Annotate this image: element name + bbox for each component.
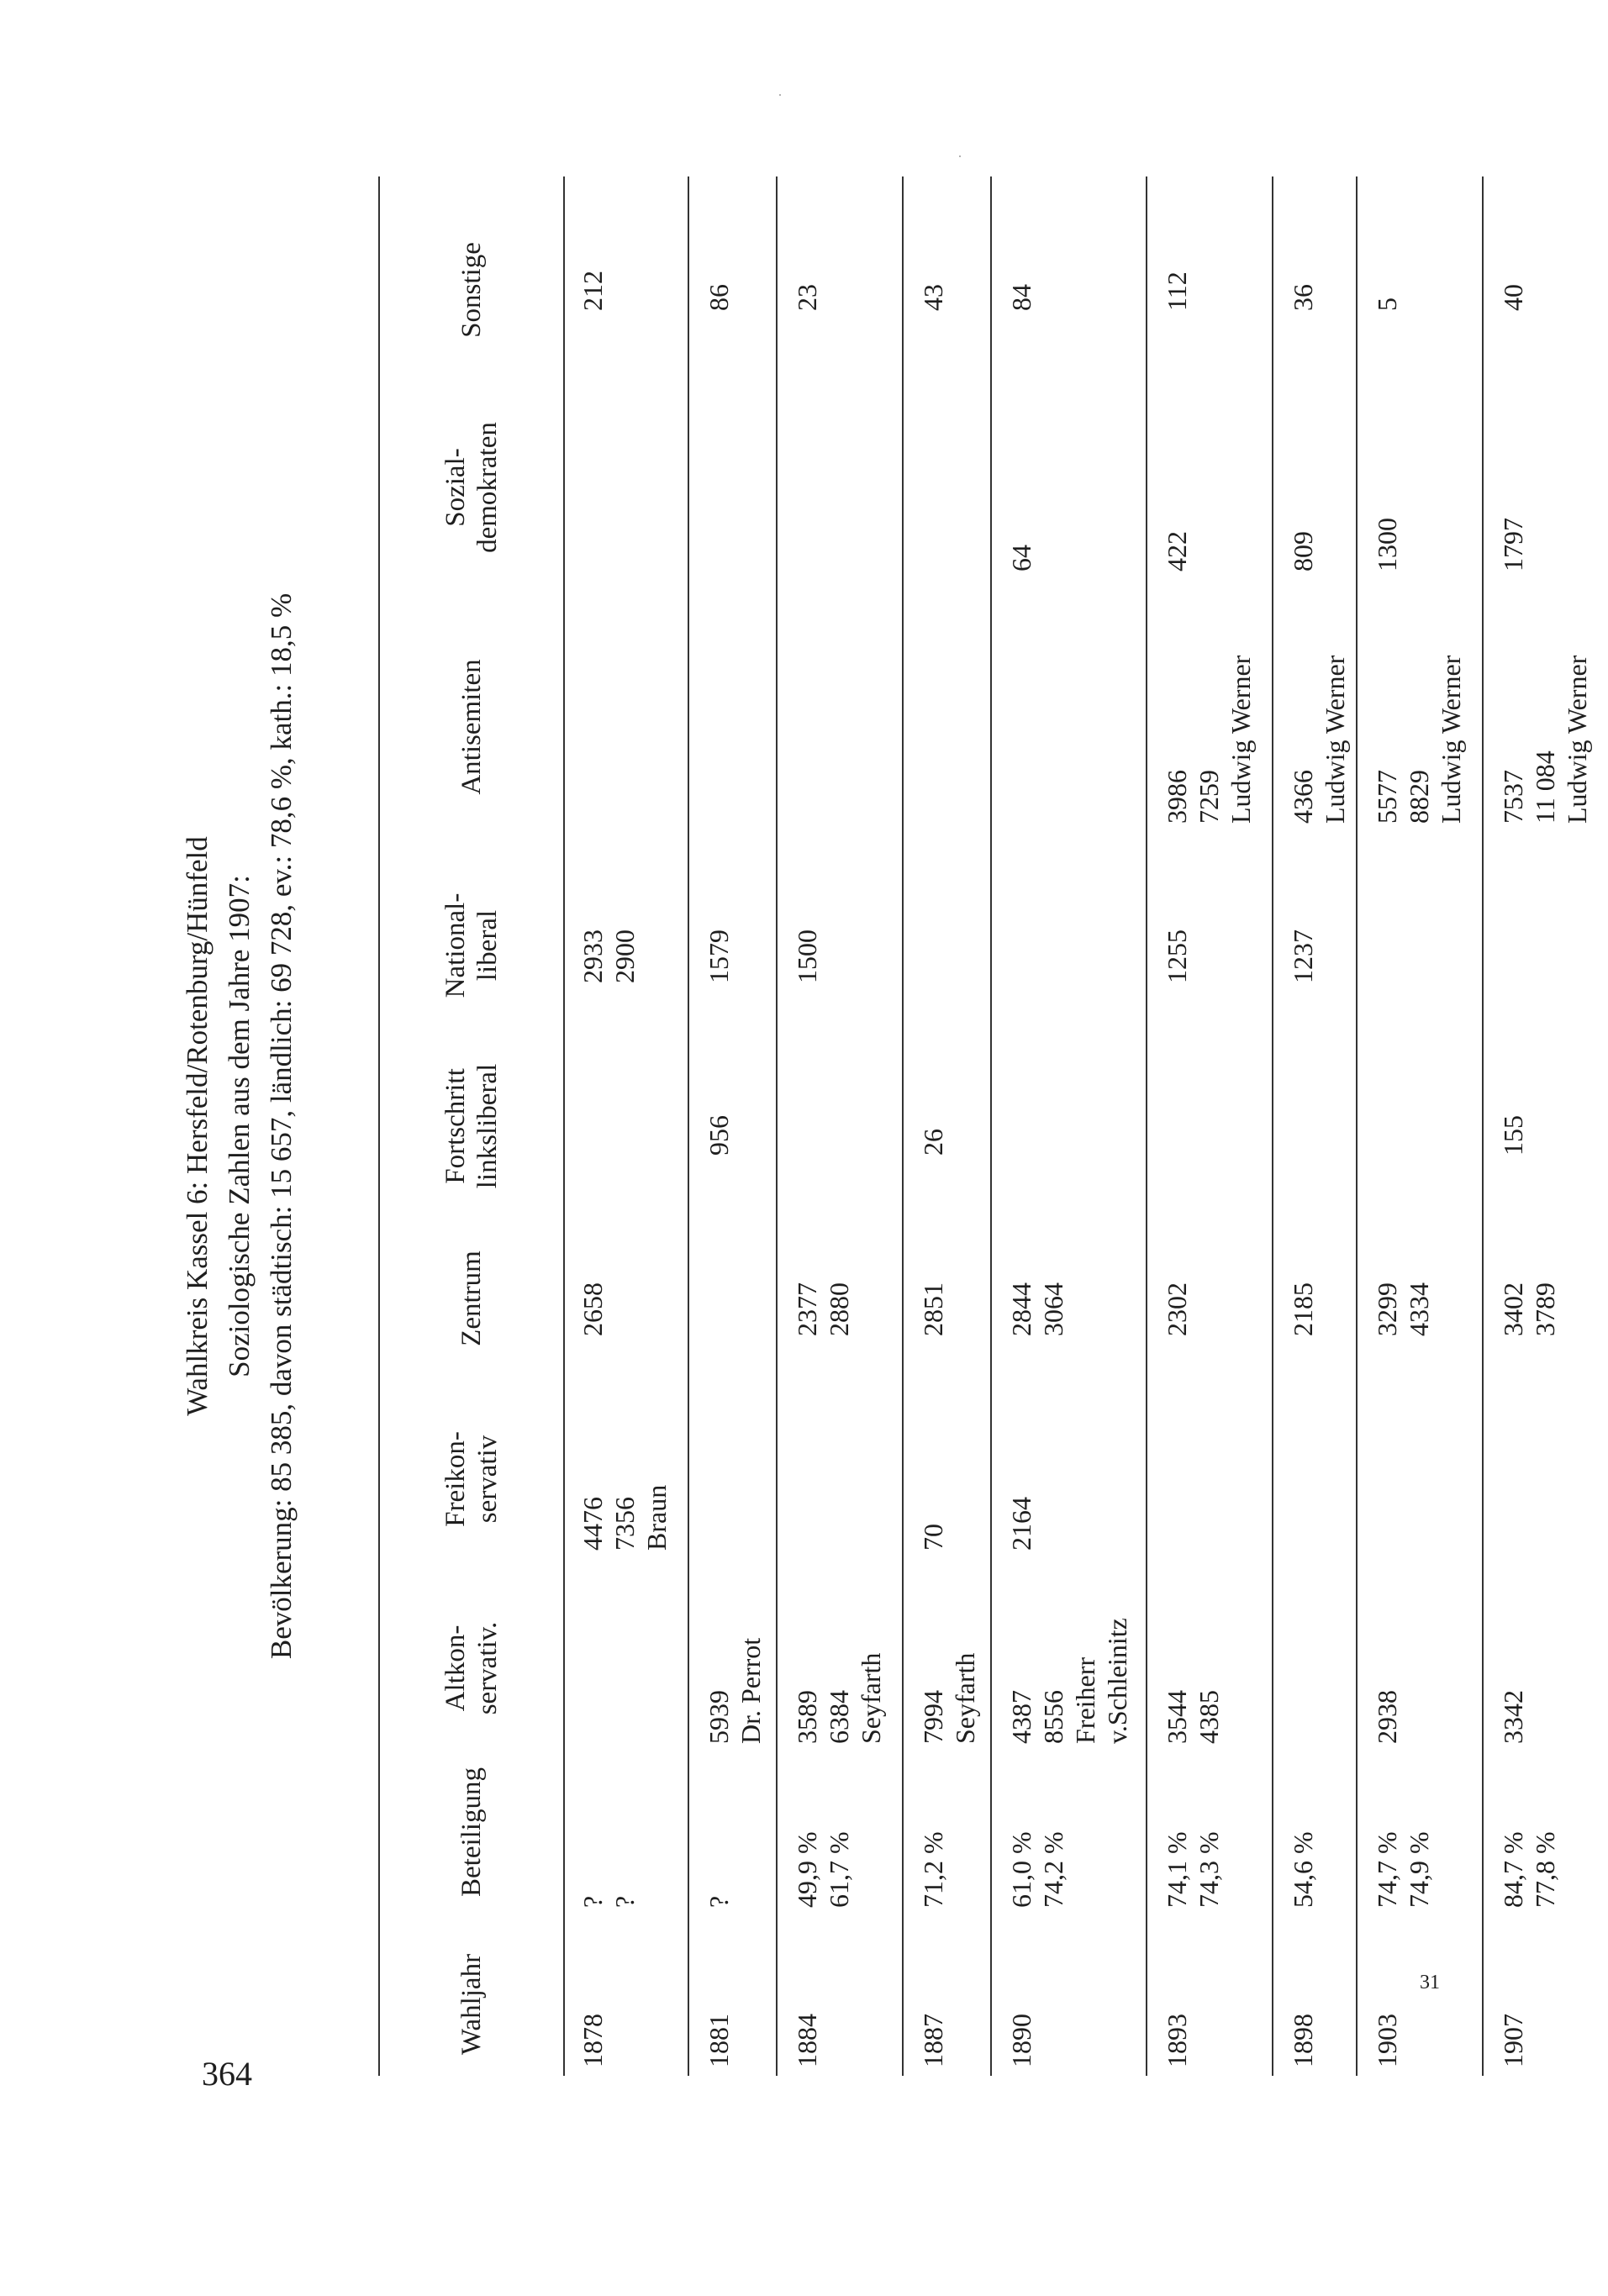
cell-antisemiten: 3986 7259 Ludwig Werner <box>1162 655 1256 824</box>
cell-nationalliberal: 1500 <box>792 929 822 983</box>
cell-freikonservativ: 2164 <box>1006 1497 1036 1551</box>
caption-title: Wahlkreis Kassel 6: Hersfeld/Rotenburg/Hünfeld <box>181 836 214 1416</box>
cell-sonstige: 112 <box>1162 271 1192 311</box>
header-beteiligung: Beteiligung <box>456 1767 487 1897</box>
cell-antisemiten: 4366 Ludwig Werner <box>1288 655 1350 824</box>
cell-wahljahr: 1890 <box>1006 2014 1036 2067</box>
cell-altkonservativ: 2938 <box>1372 1690 1402 1744</box>
cell-sozialdemokraten: 809 <box>1288 531 1318 571</box>
cell-wahljahr: 1887 <box>918 2014 948 2067</box>
header-sozialdemokraten: Sozial- demokraten <box>440 422 503 553</box>
cell-beteiligung: 54,6 % <box>1288 1831 1318 1908</box>
table-row <box>1146 176 1273 2076</box>
table-row <box>688 176 778 2076</box>
cell-sonstige: 86 <box>704 284 734 311</box>
cell-sozialdemokraten: 422 <box>1162 531 1192 571</box>
table-row <box>561 176 689 2076</box>
cell-nationalliberal: 1255 <box>1162 929 1192 983</box>
header-altkonservativ: Altkon- servativ. <box>440 1621 503 1715</box>
cell-wahljahr: 1893 <box>1162 2014 1192 2067</box>
cell-sozialdemokraten: 1300 <box>1372 518 1402 571</box>
table-row <box>902 176 992 2076</box>
table-row <box>776 176 904 2076</box>
cell-zentrum: 3402 3789 <box>1498 1282 1560 1336</box>
header-nationalliberal: National- liberal <box>440 893 503 998</box>
cell-sonstige: 40 <box>1498 284 1528 311</box>
cell-antisemiten: 5577 8829 Ludwig Werner <box>1372 655 1466 824</box>
cell-zentrum: 2844 3064 <box>1006 1282 1068 1336</box>
cell-nationalliberal: 1579 <box>704 929 734 983</box>
cell-beteiligung: ? <box>704 1895 734 1908</box>
cell-fortschritt: 155 <box>1498 1115 1528 1156</box>
cell-freikonservativ: 4476 7356 Braun <box>577 1484 672 1551</box>
cell-fortschritt: 956 <box>704 1115 734 1156</box>
rotated-election-table <box>177 176 1592 2076</box>
cell-zentrum: 3299 4334 <box>1372 1282 1434 1336</box>
cell-altkonservativ: 3589 6384 Seyfarth <box>792 1652 886 1744</box>
header-zentrum: Zentrum <box>456 1251 487 1346</box>
header-freikonservativ: Freikon- servativ <box>440 1431 503 1527</box>
cell-nationalliberal: 1237 <box>1288 929 1318 983</box>
cell-sonstige: 23 <box>792 284 822 311</box>
table-row <box>990 176 1147 2076</box>
cell-beteiligung: ? ? <box>577 1895 640 1908</box>
page-number: 364 <box>202 2055 252 2093</box>
scan-speck <box>959 155 961 157</box>
header-fortschritt: Fortschritt linksliberal <box>440 1063 503 1189</box>
cell-sonstige: 84 <box>1006 284 1036 311</box>
cell-antisemiten: 7537 11 084 Ludwig Werner <box>1498 655 1592 824</box>
table-caption <box>177 176 370 2076</box>
header-sonstige: Sonstige <box>456 242 487 338</box>
table-row <box>1482 176 1608 2076</box>
cell-sozialdemokraten: 1797 <box>1498 518 1528 571</box>
footnote-mark: 31 <box>1420 1972 1440 1993</box>
cell-zentrum: 2185 <box>1288 1282 1318 1336</box>
cell-sozialdemokraten: 64 <box>1006 545 1036 571</box>
table-header-row <box>378 176 565 2076</box>
header-wahljahr: Wahljahr <box>456 1953 487 2056</box>
cell-wahljahr: 1881 <box>704 2014 734 2067</box>
table-row <box>1272 176 1358 2076</box>
cell-nationalliberal: 2933 2900 <box>577 929 640 983</box>
caption-population: Bevölkerung: 85 385, davon städtisch: 15 657, ländlich: 69 728, ev.: 78,6 %, kath.: 18,5 % <box>265 592 298 1660</box>
cell-beteiligung: 71,2 % <box>918 1831 948 1908</box>
cell-beteiligung: 49,9 % 61,7 % <box>792 1831 854 1908</box>
cell-wahljahr: 1903 <box>1372 2014 1402 2067</box>
cell-sonstige: 43 <box>918 284 948 311</box>
cell-fortschritt: 26 <box>918 1129 948 1156</box>
cell-wahljahr: 1884 <box>792 2014 822 2067</box>
cell-altkonservativ: 5939 Dr. Perrot <box>704 1637 766 1744</box>
cell-beteiligung: 74,1 % 74,3 % <box>1162 1831 1224 1908</box>
cell-freikonservativ: 70 <box>918 1524 948 1551</box>
cell-altkonservativ: 4387 8556 Freiherr v.Schleinitz <box>1006 1618 1132 1744</box>
cell-zentrum: 2658 <box>577 1282 608 1336</box>
caption-subtitle: Soziologische Zahlen aus dem Jahre 1907: <box>223 875 256 1377</box>
cell-beteiligung: 74,7 % 74,9 % <box>1372 1831 1434 1908</box>
cell-beteiligung: 61,0 % 74,2 % <box>1006 1831 1068 1908</box>
cell-zentrum: 2377 2880 <box>792 1282 854 1336</box>
scan-speck <box>779 94 781 96</box>
cell-zentrum: 2302 <box>1162 1282 1192 1336</box>
cell-wahljahr: 1907 <box>1498 2014 1528 2067</box>
cell-sonstige: 5 <box>1372 298 1402 311</box>
cell-zentrum: 2851 <box>918 1282 948 1336</box>
cell-wahljahr: 1898 <box>1288 2014 1318 2067</box>
table-row <box>1356 176 1484 2076</box>
cell-wahljahr: 1878 <box>577 2014 608 2067</box>
cell-altkonservativ: 7994 Seyfarth <box>918 1652 980 1744</box>
cell-sonstige: 36 <box>1288 284 1318 311</box>
cell-altkonservativ: 3544 4385 <box>1162 1690 1224 1744</box>
cell-sonstige: 212 <box>577 271 608 311</box>
cell-beteiligung: 84,7 % 77,8 % <box>1498 1831 1560 1908</box>
cell-altkonservativ: 3342 <box>1498 1690 1528 1744</box>
header-antisemiten: Antisemiten <box>456 659 487 795</box>
